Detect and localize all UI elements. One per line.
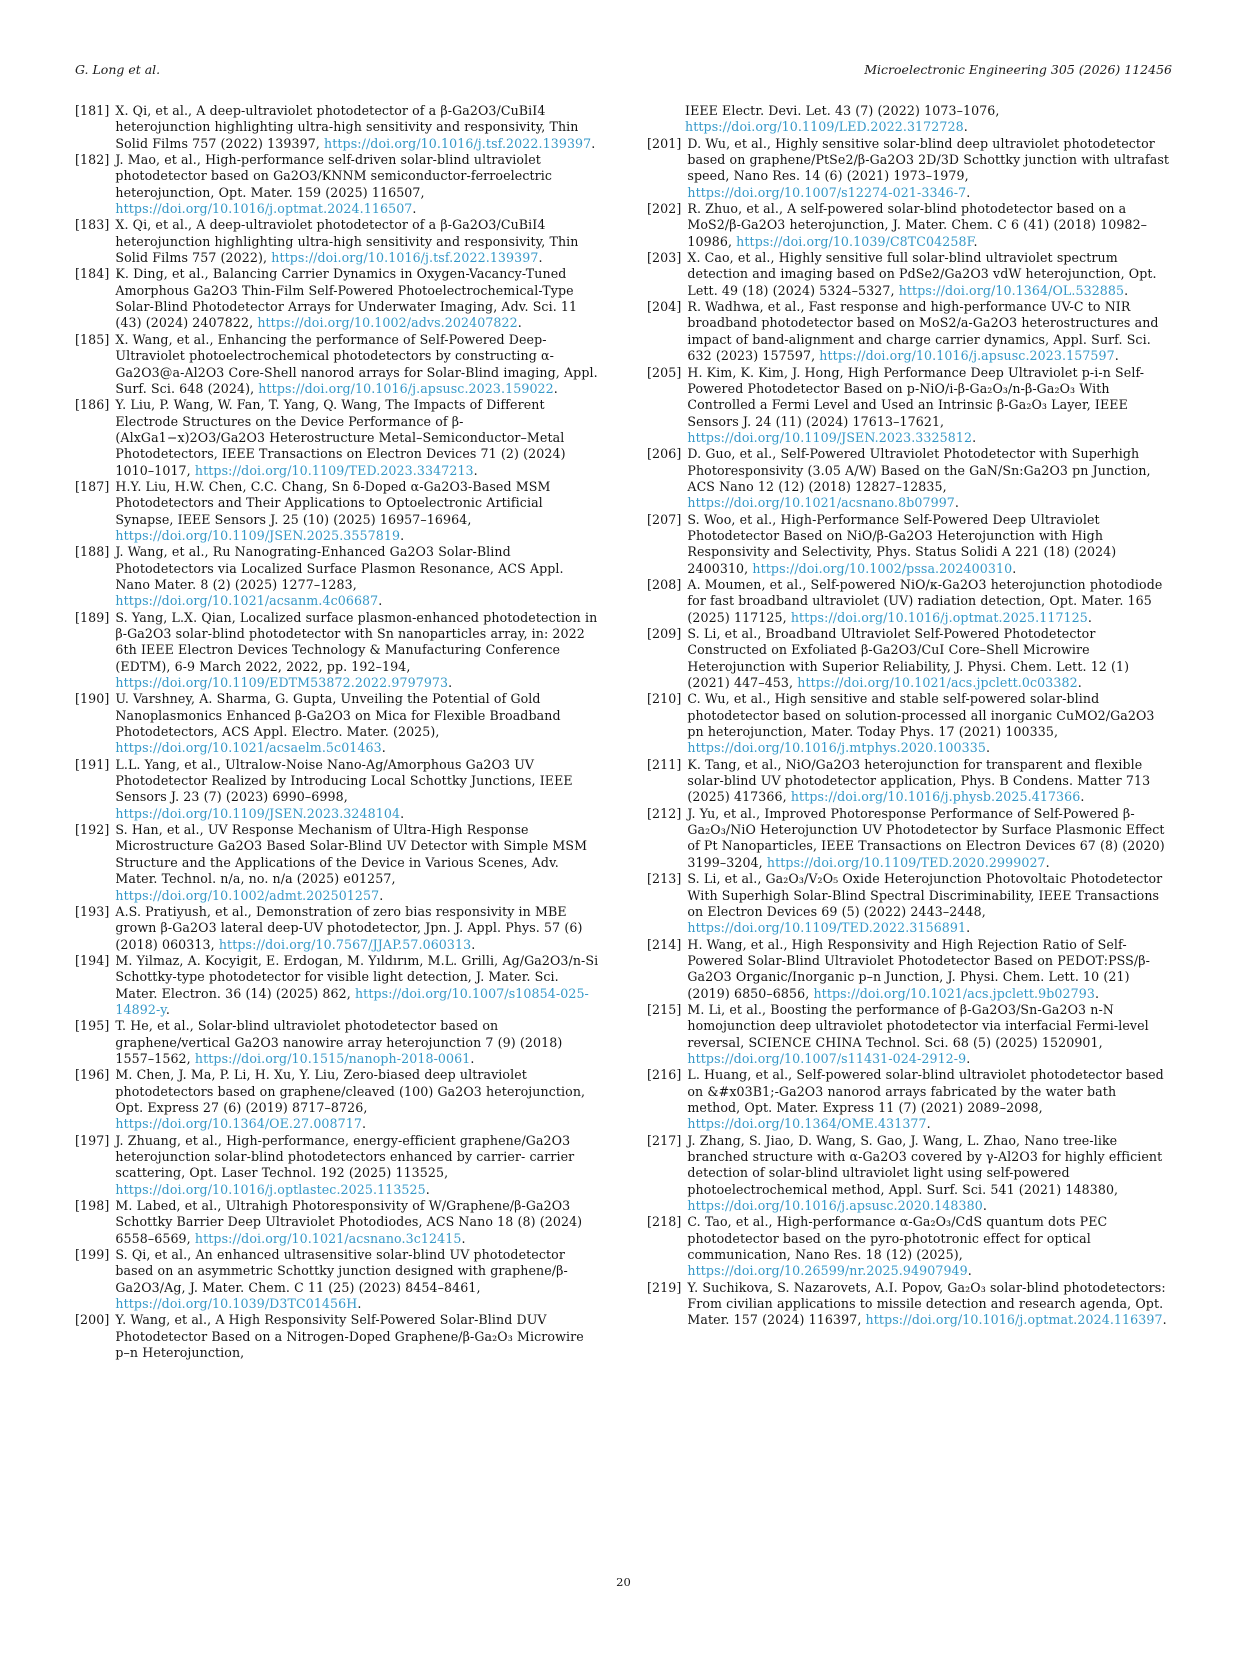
reference-text-segment: X. Wang, et al., Enhancing the performance of Self-Powered Deep-Ultraviolet photoelectrochemical photodetectors by constructing α-Ga2O3@a-Al2O3 Core-Shell nanorod arrays for Solar-Blind imaging, Appl. Surf. Sci. 648 (2024), xyxy=(115,331,598,396)
reference-text-segment: IEEE Electr. Devi. Let. 43 (7) (2022) 1073–1076, xyxy=(685,103,1000,118)
reference-text-segment: C. Wu, et al., High sensitive and stable self-powered solar-blind photodetector based on solution-processed all inorganic CuMO2/Ga2O3 pn heterojunction, Mater. Today Phys. 17 (2021) 100335, xyxy=(687,691,1155,740)
reference-number: [191] xyxy=(75,756,110,772)
reference-text-segment: . xyxy=(470,1050,475,1066)
doi-link[interactable]: https://doi.org/10.1016/j.optmat.2024.116397 xyxy=(865,1312,1163,1328)
doi-link[interactable]: https://doi.org/10.1021/acs.jpclett.0c03382 xyxy=(797,675,1078,691)
references-column-left xyxy=(75,103,600,1361)
reference-text xyxy=(115,103,600,152)
doi-link[interactable]: https://doi.org/10.1364/OME.431377 xyxy=(687,1116,927,1132)
reference-text-segment: Y. Suchikova, S. Nazarovets, A.I. Popov, Ga₂O₃ solar-blind photodetectors: From civilian applications to missile detection and research agenda, Opt. Mater. 157 (2024) 116397, xyxy=(687,1279,1166,1328)
reference-text-segment: . xyxy=(972,429,977,445)
reference-text-segment: X. Qi, et al., A deep-ultraviolet photodetector of a β-Ga2O3/CuBiI4 heterojunction highlighting ultra-high sensitivity and responsivity, Thin Solid Films 757 (2022) 139397, xyxy=(115,103,579,151)
reference-text-segment: H.Y. Liu, H.W. Chen, C.C. Chang, Sn δ-Doped α-Ga2O3-Based MSM Photodetectors and Their Applications to Optoelectronic Artificial Synapse, IEEE Sensors J. 25 (10) (2025) 16957–16964, xyxy=(115,478,551,527)
reference-number: [214] xyxy=(647,936,682,952)
doi-link[interactable]: https://doi.org/10.1016/j.optmat.2025.117125 xyxy=(790,609,1088,625)
doi-link[interactable]: https://doi.org/10.1109/JSEN.2025.3557819 xyxy=(115,527,401,543)
page-footer xyxy=(75,1575,1172,1589)
reference-text-segment: . xyxy=(473,462,478,478)
doi-link[interactable]: https://doi.org/10.1039/C8TC04258F xyxy=(736,233,974,249)
reference-entry xyxy=(75,1312,600,1361)
reference-text-segment: A. Moumen, et al., Self-powered NiO/κ-Ga2O3 heterojunction photodiode for fast broadband ultraviolet (UV) radiation detection, Opt. Mater. 165 (2025) 117125, xyxy=(687,576,1163,625)
reference-number: [208] xyxy=(647,576,682,592)
reference-text xyxy=(115,397,600,479)
reference-number: [189] xyxy=(75,609,110,625)
reference-text xyxy=(687,512,1172,577)
reference-entry xyxy=(647,1067,1172,1132)
reference-text-segment: J. Wang, et al., Ru Nanograting-Enhanced Ga2O3 Solar-Blind Photodetectors via Localized Surface Plasmon Resonance, ACS Appl. Nano Mater. 8 (2) (2025) 1277–1283, xyxy=(115,544,564,592)
doi-link[interactable]: https://doi.org/10.1016/j.apsusc.2023.157597 xyxy=(819,348,1115,364)
reference-text-segment: R. Wadhwa, et al., Fast response and high-performance UV-C to NIR broadband photodetector based on MoS2/a-Ga2O3 heterostructures and impact of band-alignment and charge carrier dynamics, Appl. Surf. Sci. 632 (2023) 157597, xyxy=(687,299,1159,364)
doi-link[interactable]: https://doi.org/10.1002/advs.202407822 xyxy=(257,315,518,331)
reference-entry xyxy=(75,1067,600,1132)
reference-text-segment: . xyxy=(926,1116,931,1132)
reference-entry xyxy=(75,1018,600,1067)
reference-number: [198] xyxy=(75,1198,110,1214)
doi-link[interactable]: https://doi.org/10.1016/j.mtphys.2020.100335 xyxy=(687,740,986,756)
reference-text-segment: D. Guo, et al., Self-Powered Ultraviolet Photodetector with Superhigh Photoresponsivity (3.05 A/W) Based on the GaN/Sn:Ga2O3 pn Junction, ACS Nano 12 (12) (2018) 12827–12835, xyxy=(687,446,1151,494)
reference-text-segment: L.L. Yang, et al., Ultralow-Noise Nano-Ag/Amorphous Ga2O3 UV Photodetector Realized by Introducing Local Schottky Junctions, IEEE Sensors J. 23 (7) (2023) 6990–6998, xyxy=(115,756,573,805)
reference-text xyxy=(687,626,1172,691)
doi-link[interactable]: https://doi.org/10.1021/acs.jpclett.9b02793 xyxy=(813,985,1095,1001)
doi-link[interactable]: https://doi.org/10.1364/OL.532885 xyxy=(898,282,1125,298)
reference-text-segment: . xyxy=(1162,1312,1167,1328)
reference-entry xyxy=(647,1133,1172,1215)
reference-text-segment: J. Zhang, S. Jiao, D. Wang, S. Gao, J. Wang, L. Zhao, Nano tree-like branched structure with α-Ga2O3 covered by γ-Al2O3 for highly efficient detection of solar-blind ultraviolet light using self-powered photoelectrochemical method, Appl. Surf. Sci. 541 (2021) 148380, xyxy=(687,1132,1163,1197)
doi-link[interactable]: https://doi.org/10.1002/admt.202501257 xyxy=(115,887,380,903)
doi-link[interactable]: https://doi.org/10.1016/j.physb.2025.417366 xyxy=(790,789,1081,805)
reference-text xyxy=(115,152,600,217)
reference-entry xyxy=(647,446,1172,511)
reference-text-segment: S. Qi, et al., An enhanced ultrasensitive solar-blind UV photodetector based on an asymmetric Schottky junction designed with graphene/β-Ga2O3/Ag, J. Mater. Chem. C 11 (25) (2023) 8454–8461, xyxy=(115,1247,568,1295)
reference-text-segment: . xyxy=(954,495,960,511)
reference-text xyxy=(685,103,1172,136)
reference-text-segment: M. Li, et al., Boosting the performance of β-Ga2O3/Sn-Ga2O3 n-N homojunction deep ultraviolet photodetector via interfacial Fermi-level reversal, SCIENCE CHINA Technol. Sci. 68 (5) (2025) 1520901, xyxy=(687,1001,1149,1050)
page-number: 20 xyxy=(616,1575,631,1589)
reference-number xyxy=(647,103,679,136)
reference-text xyxy=(687,136,1172,201)
reference-entry xyxy=(75,757,600,822)
reference-entry xyxy=(647,365,1172,447)
reference-text-segment: . xyxy=(1124,282,1129,298)
reference-text-segment: U. Varshney, A. Sharma, G. Gupta, Unveiling the Potential of Gold Nanoplasmonics Enhanced β-Ga2O3 on Mica for Flexible Broadband Photodetectors, ACS Appl. Electro. Mater. (2025), xyxy=(115,691,561,740)
reference-text-segment: . xyxy=(400,527,405,543)
reference-entry xyxy=(647,871,1172,936)
reference-entry xyxy=(75,332,600,397)
reference-entry xyxy=(647,1214,1172,1279)
reference-number: [183] xyxy=(75,217,110,233)
reference-text-segment: D. Wu, et al., Highly sensitive solar-blind deep ultraviolet photodetector based on graphene/PtSe2/β-Ga2O3 2D/3D Schottky junction with ultrafast speed, Nano Res. 14 (6) (2021) 1973–1979, xyxy=(687,135,1170,184)
reference-text xyxy=(687,1067,1172,1132)
doi-link[interactable]: https://doi.org/10.1016/j.optmat.2024.116507 xyxy=(115,201,413,217)
reference-text xyxy=(115,544,600,609)
reference-number: [213] xyxy=(647,871,682,887)
reference-text xyxy=(687,937,1172,1002)
reference-text xyxy=(115,1198,600,1247)
doi-link[interactable]: https://doi.org/10.1109/LED.2022.3172728 xyxy=(685,119,964,135)
reference-text-segment: M. Labed, et al., Ultrahigh Photoresponsivity of W/Graphene/β-Ga2O3 Schottky Barrier Deep Ultraviolet Photodiodes, ACS Nano 18 (8) (2024) 6558–6569, xyxy=(115,1198,583,1246)
reference-text-segment: H. Wang, et al., High Responsivity and High Rejection Ratio of Self-Powered Solar-Blind Ultraviolet Photodetector Based on PEDOT:PSS/β-Ga2O3 Organic/Inorganic p–n Junction, J. Physi. Chem. Lett. 10 (21) (2019) 6850–6856, xyxy=(687,936,1150,1001)
doi-link[interactable]: https://doi.org/10.1109/JSEN.2023.3325812 xyxy=(687,429,973,445)
reference-number: [184] xyxy=(75,266,110,282)
reference-text-segment: H. Kim, K. Kim, J. Hong, High Performance Deep Ultraviolet p-i-n Self-Powered Photodetector Based on p-NiO/i-β-Ga₂O₃/n-β-Ga₂O₃ With Controlled a Fermi Level and Used an Intrinsic β-Ga₂O₃ Layer, IEEE Sensors J. 24 (11) (2024) 17613–17621, xyxy=(687,364,1145,429)
reference-text xyxy=(115,757,600,822)
doi-link[interactable]: https://doi.org/10.1007/s12274-021-3346-7 xyxy=(687,184,967,200)
reference-text xyxy=(687,365,1172,447)
reference-number: [181] xyxy=(75,103,110,118)
reference-entry xyxy=(75,691,600,756)
reference-text-segment: . xyxy=(982,1198,987,1214)
reference-text-segment: . xyxy=(1045,854,1050,870)
reference-text xyxy=(115,904,600,953)
reference-entry xyxy=(647,1280,1172,1329)
doi-link[interactable]: https://doi.org/10.7567/JJAP.57.060313 xyxy=(218,936,472,952)
reference-text-segment: . xyxy=(966,184,971,200)
reference-number: [200] xyxy=(75,1312,110,1328)
reference-number: [217] xyxy=(647,1132,682,1148)
reference-text-segment: J. Zhuang, et al., High-performance, energy-efficient graphene/Ga2O3 heterojunction solar-blind photodetectors enhanced by carrier- carrier scattering, Opt. Laser Technol. 192 (2025) 113525, xyxy=(115,1132,575,1181)
reference-number: [207] xyxy=(647,511,682,527)
reference-text-segment: T. He, et al., Solar-blind ultraviolet photodetector based on graphene/vertical Ga2O3 nanowire array heterojunction 7 (9) (2018) 1557–1562, xyxy=(115,1018,563,1066)
reference-entry xyxy=(75,610,600,692)
doi-link[interactable]: https://doi.org/10.1002/pssa.202400310 xyxy=(752,560,1013,576)
reference-text xyxy=(687,1133,1172,1215)
doi-link[interactable]: https://doi.org/10.1109/EDTM53872.2022.9797973 xyxy=(115,675,449,691)
reference-entry xyxy=(647,299,1172,364)
doi-link[interactable]: https://doi.org/10.1016/j.apsusc.2023.159022 xyxy=(258,380,554,396)
reference-text xyxy=(115,953,600,1018)
reference-text-segment: . xyxy=(379,887,384,903)
reference-text-segment: Y. Wang, et al., A High Responsivity Self-Powered Solar-Blind DUV Photodetector Based on a Nitrogen-Doped Graphene/β-Ga₂O₃ Microwire p–n Heterojunction, xyxy=(115,1312,584,1361)
reference-entry xyxy=(75,217,600,266)
reference-text-segment: . xyxy=(165,1001,170,1017)
reference-number: [195] xyxy=(75,1018,110,1034)
reference-text xyxy=(687,250,1172,299)
reference-text xyxy=(115,1067,600,1132)
header-authors: G. Long et al. xyxy=(75,62,161,77)
reference-text-segment: . xyxy=(471,936,476,952)
doi-link[interactable]: https://doi.org/10.1021/acsaelm.5c01463 xyxy=(115,740,382,756)
reference-text-segment: . xyxy=(973,233,978,249)
reference-entry xyxy=(647,691,1172,756)
reference-text-segment: X. Qi, et al., A deep-ultraviolet photodetector of a β-Ga2O3/CuBiI4 heterojunction highlighting ultra-high sensitivity and responsivity, Thin Solid Films 757 (2022), xyxy=(115,217,579,266)
reference-entry xyxy=(75,904,600,953)
reference-text xyxy=(687,577,1172,626)
reference-text-segment: J. Mao, et al., High-performance self-driven solar-blind ultraviolet photodetector based on Ga2O3/KNNM semiconductor-ferroelectric heterojunction, Opt. Mater. 159 (2025) 116507, xyxy=(115,152,553,200)
reference-text-segment: J. Yu, et al., Improved Photoresponse Performance of Self-Powered β-Ga₂O₃/NiO Heterojunction UV Photodetector by Surface Plasmonic Effect of Pt Nanoparticles, IEEE Transactions on Electron Devices 67 (8) (2020) 3199–3204, xyxy=(687,805,1165,870)
reference-number: [205] xyxy=(647,364,682,380)
reference-text-segment: . xyxy=(985,740,991,756)
reference-text-segment: . xyxy=(591,135,596,151)
doi-link[interactable]: https://doi.org/10.1109/TED.2020.2999027 xyxy=(766,854,1046,870)
reference-text xyxy=(115,217,600,266)
reference-text-segment: . xyxy=(538,250,543,266)
reference-entry xyxy=(647,806,1172,871)
reference-text-segment: . xyxy=(381,740,386,756)
reference-text-segment: L. Huang, et al., Self-powered solar-blind ultraviolet photodetector based on &#x03B1;-Ga2O3 nanorod arrays fabricated by the water bath method, Opt. Mater. Express 11 (7) (2021) 2089–2098, xyxy=(687,1067,1164,1115)
reference-text xyxy=(115,1133,600,1198)
reference-text xyxy=(687,757,1172,806)
reference-number: [196] xyxy=(75,1067,110,1083)
reference-text xyxy=(115,332,600,397)
reference-text xyxy=(115,610,600,692)
reference-text-segment: . xyxy=(461,1230,466,1246)
doi-link[interactable]: https://doi.org/10.1016/j.apsusc.2020.148380 xyxy=(687,1198,983,1214)
reference-text-segment: S. Han, et al., UV Response Mechanism of Ultra-High Response Microstructure Ga2O3 Based Solar-Blind UV Detector with Simple MSM Structure and the Applications of the Device in Various Scenes, Adv. Mater. Technol. n/a, no. n/a (2025) e01257, xyxy=(115,822,588,887)
reference-entry xyxy=(647,103,1172,136)
reference-entry xyxy=(75,397,600,479)
reference-entry xyxy=(647,250,1172,299)
reference-text-segment: . xyxy=(963,119,968,135)
reference-number: [210] xyxy=(647,691,682,707)
reference-text-segment: K. Tang, et al., NiO/Ga2O3 heterojunction for transparent and flexible solar-blind UV photodetector application, Phys. B Condens. Matter 713 (2025) 417366, xyxy=(687,756,1151,805)
reference-text-segment: . xyxy=(400,805,405,821)
references-column-right xyxy=(647,103,1172,1361)
reference-text-segment: R. Zhuo, et al., A self-powered solar-blind photodetector based on a MoS2/β-Ga2O3 heterojunction, J. Mater. Chem. C 6 (41) (2018) 10982–10986, xyxy=(687,201,1148,249)
doi-link[interactable]: https://doi.org/10.1109/TED.2023.3347213 xyxy=(194,462,474,478)
reference-text-segment: . xyxy=(1094,985,1100,1001)
reference-number: [190] xyxy=(75,691,110,707)
reference-number: [216] xyxy=(647,1067,682,1083)
reference-number: [202] xyxy=(647,201,682,217)
reference-number: [186] xyxy=(75,397,110,413)
reference-text xyxy=(687,806,1172,871)
header-journal-citation: Microelectronic Engineering 305 (2026) 112456 xyxy=(864,62,1172,77)
reference-entry xyxy=(75,1198,600,1247)
reference-entry xyxy=(647,757,1172,806)
doi-link[interactable]: https://doi.org/10.1109/JSEN.2023.3248104 xyxy=(115,805,401,821)
reference-text-segment: . xyxy=(966,1050,971,1066)
reference-text xyxy=(687,1002,1172,1067)
reference-text xyxy=(687,1280,1172,1329)
reference-text-segment: . xyxy=(412,201,417,217)
reference-text-segment: . xyxy=(1080,789,1085,805)
doi-link[interactable]: https://doi.org/10.1007/s11431-024-2912-9 xyxy=(687,1050,967,1066)
reference-number: [199] xyxy=(75,1247,110,1263)
reference-number: [215] xyxy=(647,1001,682,1017)
reference-number: [211] xyxy=(647,756,682,772)
reference-entry xyxy=(75,103,600,152)
reference-entry xyxy=(647,201,1172,250)
reference-entry xyxy=(75,1133,600,1198)
reference-text-segment: . xyxy=(1077,675,1082,691)
reference-number: [194] xyxy=(75,952,110,968)
reference-text-segment: . xyxy=(448,675,453,691)
running-header xyxy=(75,62,1172,77)
reference-text-segment: M. Chen, J. Ma, P. Li, H. Xu, Y. Liu, Zero-biased deep ultraviolet photodetectors based on graphene/cleaved (100) Ga2O3 heterojunction, Opt. Express 27 (6) (2019) 8717–8726, xyxy=(115,1067,586,1115)
reference-number: [197] xyxy=(75,1132,110,1148)
reference-number: [193] xyxy=(75,903,110,919)
reference-text-segment: C. Tao, et al., High-performance α-Ga₂O₃/CdS quantum dots PEC photodetector based on the pyro-phototronic effect for optical communication, Nano Res. 18 (12) (2025), xyxy=(687,1214,1108,1263)
reference-entry xyxy=(647,512,1172,577)
reference-text-segment: S. Li, et al., Ga₂O₃/V₂O₅ Oxide Heterojunction Photovoltaic Photodetector With Superhigh Solar-Blind Spectral Discriminability, IEEE Transactions on Electron Devices 69 (5) (2022) 2443–2448, xyxy=(687,871,1163,919)
reference-text-segment: S. Li, et al., Broadband Ultraviolet Self-Powered Photodetector Constructed on Exfoliated β-Ga2O3/CuI Core–Shell Microwire Heterojunction with Superior Reliability, J. Physi. Chem. Lett. 12 (1) (2021) 447–453, xyxy=(687,626,1130,691)
reference-entry xyxy=(75,266,600,331)
doi-link[interactable]: https://doi.org/10.1016/j.optlastec.2025.113525 xyxy=(115,1181,426,1197)
doi-link[interactable]: https://doi.org/10.1007/s10854-025-14892-y xyxy=(115,985,589,1017)
reference-list xyxy=(75,103,1172,1361)
reference-number: [188] xyxy=(75,544,110,560)
reference-text xyxy=(687,691,1172,756)
doi-link[interactable]: https://doi.org/10.1021/acsanm.4c06687 xyxy=(115,593,379,609)
doi-link[interactable]: https://doi.org/10.1364/OE.27.008717 xyxy=(115,1116,362,1132)
doi-link[interactable]: https://doi.org/10.1515/nanoph-2018-0061 xyxy=(194,1050,471,1066)
reference-text xyxy=(687,871,1172,936)
reference-text xyxy=(115,1312,600,1361)
doi-link[interactable]: https://doi.org/10.1039/D3TC01456H xyxy=(115,1296,358,1312)
reference-text-segment: . xyxy=(517,315,522,331)
reference-text xyxy=(115,1247,600,1312)
reference-text xyxy=(115,479,600,544)
reference-text-segment: . xyxy=(966,920,971,936)
reference-number: [206] xyxy=(647,446,682,462)
reference-text xyxy=(115,266,600,331)
reference-number: [187] xyxy=(75,478,110,494)
reference-entry xyxy=(647,1002,1172,1067)
reference-entry xyxy=(75,822,600,904)
reference-entry xyxy=(75,1247,600,1312)
reference-text-segment: . xyxy=(357,1296,362,1312)
reference-number: [185] xyxy=(75,331,110,347)
reference-text-segment: . xyxy=(1087,609,1092,625)
reference-text-segment: X. Cao, et al., Highly sensitive full solar-blind ultraviolet spectrum detection and imaging based on PdSe2/Ga2O3 vdW heterojunction, Opt. Lett. 49 (18) (2024) 5324–5327, xyxy=(687,250,1157,298)
reference-text-segment: A.S. Pratiyush, et al., Demonstration of zero bias responsivity in MBE grown β-Ga2O3 lateral deep-UV photodetector, Jpn. J. Appl. Phys. 57 (6) (2018) 060313, xyxy=(115,903,583,952)
reference-text xyxy=(687,1214,1172,1279)
doi-link[interactable]: https://doi.org/10.1109/TED.2022.3156891 xyxy=(687,920,967,936)
reference-entry xyxy=(75,152,600,217)
reference-entry xyxy=(75,544,600,609)
doi-link[interactable]: https://doi.org/10.26599/nr.2025.94907949 xyxy=(687,1263,968,1279)
reference-text xyxy=(687,446,1172,511)
reference-text xyxy=(687,299,1172,364)
reference-text-segment: . xyxy=(1012,560,1017,576)
reference-text-segment: S. Woo, et al., High-Performance Self-Powered Deep Ultraviolet Photodetector Based on NiO/β-Ga2O3 Heterojunction with High Responsivity and Selectivity, Phys. Status Solidi A 221 (18) (2024) 2400310, xyxy=(687,511,1117,576)
doi-link[interactable]: https://doi.org/10.1016/j.tsf.2022.139397 xyxy=(271,250,539,266)
reference-text-segment: . xyxy=(378,593,383,609)
doi-link[interactable]: https://doi.org/10.1016/j.tsf.2022.139397 xyxy=(324,135,592,151)
reference-number: [182] xyxy=(75,152,110,168)
doi-link[interactable]: https://doi.org/10.1021/acsnano.3c12415 xyxy=(194,1230,462,1246)
reference-text-segment: . xyxy=(425,1181,430,1197)
reference-entry xyxy=(647,577,1172,626)
reference-text-segment: . xyxy=(967,1263,972,1279)
reference-entry xyxy=(75,953,600,1018)
reference-text xyxy=(687,201,1172,250)
reference-number: [204] xyxy=(647,299,682,315)
reference-number: [201] xyxy=(647,135,682,151)
doi-link[interactable]: https://doi.org/10.1021/acsnano.8b07997 xyxy=(687,495,955,511)
reference-text xyxy=(115,822,600,904)
reference-number: [212] xyxy=(647,805,682,821)
reference-text xyxy=(115,1018,600,1067)
reference-text-segment: Y. Liu, P. Wang, W. Fan, T. Yang, Q. Wang, The Impacts of Different Electrode Structures on the Device Performance of β-(AlxGa1−x)2O3/Ga2O3 Heterostructure Metal–Semiconductor–Metal Photodetectors, IEEE Transactions on Electron Devices 71 (2) (2024) 1010–1017, xyxy=(115,397,566,478)
reference-text xyxy=(115,691,600,756)
reference-entry xyxy=(647,626,1172,691)
reference-entry xyxy=(647,937,1172,1002)
reference-text-segment: . xyxy=(1114,348,1119,364)
reference-text-segment: K. Ding, et al., Balancing Carrier Dynamics in Oxygen-Vacancy-Tuned Amorphous Ga2O3 Thin-Film Self-Powered Photoelectrochemical-Type Solar-Blind Photodetector Arrays for Underwater Imaging, Adv. Sci. 11 (43) (2024) 2407822, xyxy=(115,266,578,331)
reference-number: [209] xyxy=(647,626,682,641)
reference-text-segment: S. Yang, L.X. Qian, Localized surface plasmon-enhanced photodetection in β-Ga2O3 solar-blind photodetector with Sn nanoparticles array, in: 2022 6th IEEE Electron Devices Technology & Manufacturing Conference (EDTM), 6-9 March 2022, 2022, pp. 192–194, xyxy=(115,609,598,674)
reference-number: [192] xyxy=(75,822,110,838)
reference-entry xyxy=(75,479,600,544)
reference-number: [203] xyxy=(647,250,682,266)
reference-number: [218] xyxy=(647,1214,682,1230)
reference-text-segment: . xyxy=(553,380,558,396)
reference-text-segment: . xyxy=(362,1116,367,1132)
reference-text-segment: M. Yilmaz, A. Kocyigit, E. Erdogan, M. Yıldırım, M.L. Grilli, Ag/Ga2O3/n-Si Schottky-type photodetector for visible light detection, J. Mater. Sci. Mater. Electron. 36 (14) (2025) 862, xyxy=(115,952,599,1001)
reference-entry xyxy=(647,136,1172,201)
reference-number: [219] xyxy=(647,1279,682,1295)
